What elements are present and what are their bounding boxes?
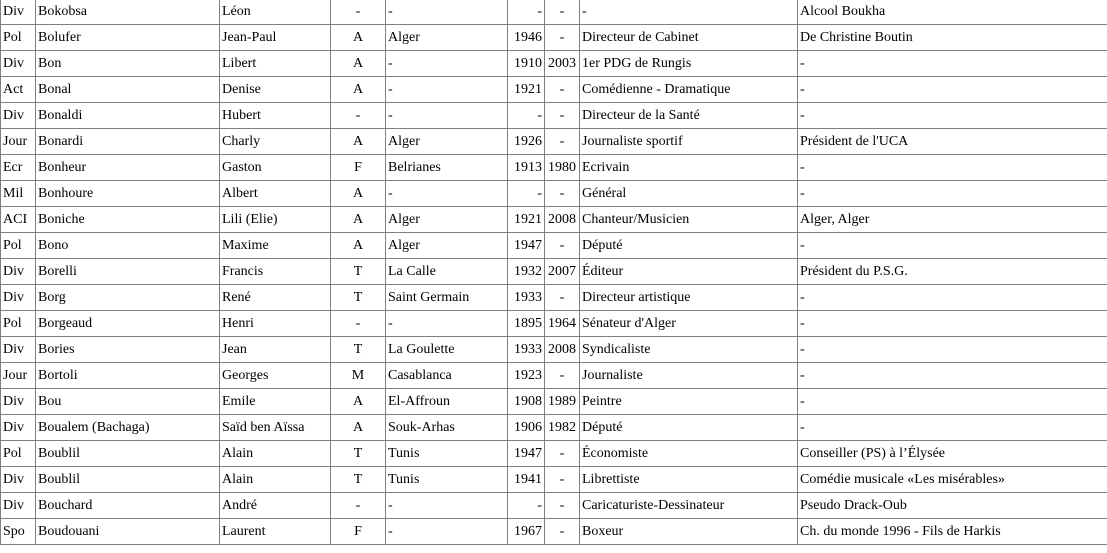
cell-origin-code: A (331, 389, 386, 415)
cell-birthplace: - (386, 181, 508, 207)
table-row (1, 207, 1107, 233)
table-row (1, 0, 1107, 25)
cell-first-name: René (220, 285, 331, 311)
cell-notes: Pseudo Drack-Oub (798, 493, 1107, 519)
cell-first-name: Hubert (220, 103, 331, 129)
cell-first-name: Alain (220, 467, 331, 493)
cell-death-year: - (545, 493, 580, 519)
cell-notes: - (798, 389, 1107, 415)
cell-origin-code: T (331, 337, 386, 363)
cell-death-year: 2008 (545, 337, 580, 363)
cell-birthplace: Alger (386, 129, 508, 155)
cell-death-year: 2008 (545, 207, 580, 233)
cell-profession: Ecrivain (580, 155, 798, 181)
cell-birth-year: 1967 (508, 519, 545, 545)
cell-death-year: 1980 (545, 155, 580, 181)
cell-first-name: Georges (220, 363, 331, 389)
cell-notes: - (798, 77, 1107, 103)
cell-death-year: - (545, 129, 580, 155)
cell-profession: Syndicaliste (580, 337, 798, 363)
cell-death-year: 2007 (545, 259, 580, 285)
cell-first-name: Léon (220, 0, 331, 25)
cell-birth-year: 1933 (508, 285, 545, 311)
cell-category: Jour (1, 129, 36, 155)
cell-category: Div (1, 389, 36, 415)
cell-profession: Directeur de Cabinet (580, 25, 798, 51)
cell-profession: Chanteur/Musicien (580, 207, 798, 233)
cell-last-name: Bonal (36, 77, 220, 103)
cell-notes: - (798, 233, 1107, 259)
cell-birth-year: 1921 (508, 207, 545, 233)
cell-last-name: Bonhoure (36, 181, 220, 207)
cell-origin-code: A (331, 207, 386, 233)
table-row (1, 493, 1107, 519)
cell-birth-year: 1932 (508, 259, 545, 285)
cell-profession: Éditeur (580, 259, 798, 285)
cell-first-name: Emile (220, 389, 331, 415)
cell-last-name: Boublil (36, 467, 220, 493)
cell-birth-year: 1947 (508, 233, 545, 259)
table-row (1, 311, 1107, 337)
cell-profession: Sénateur d'Alger (580, 311, 798, 337)
cell-death-year: 1982 (545, 415, 580, 441)
cell-last-name: Borelli (36, 259, 220, 285)
cell-notes: - (798, 285, 1107, 311)
table-row (1, 259, 1107, 285)
cell-notes: Ch. du monde 1996 - Fils de Harkis (798, 519, 1107, 545)
table-row (1, 103, 1107, 129)
cell-death-year: - (545, 285, 580, 311)
cell-birth-year: 1913 (508, 155, 545, 181)
cell-profession: Journaliste sportif (580, 129, 798, 155)
cell-birthplace: Tunis (386, 441, 508, 467)
cell-notes: De Christine Boutin (798, 25, 1107, 51)
cell-category: Div (1, 337, 36, 363)
cell-first-name: Maxime (220, 233, 331, 259)
cell-origin-code: - (331, 0, 386, 25)
cell-death-year: - (545, 467, 580, 493)
cell-birth-year: 1946 (508, 25, 545, 51)
cell-profession: Économiste (580, 441, 798, 467)
cell-birth-year: 1947 (508, 441, 545, 467)
cell-last-name: Bories (36, 337, 220, 363)
cell-birth-year: 1908 (508, 389, 545, 415)
cell-death-year: - (545, 181, 580, 207)
cell-category: Div (1, 467, 36, 493)
cell-notes: - (798, 311, 1107, 337)
cell-last-name: Bouchard (36, 493, 220, 519)
cell-profession: Boxeur (580, 519, 798, 545)
cell-birth-year: - (508, 0, 545, 25)
cell-category: Pol (1, 441, 36, 467)
cell-death-year: 1964 (545, 311, 580, 337)
cell-notes: Président de l'UCA (798, 129, 1107, 155)
cell-origin-code: A (331, 129, 386, 155)
cell-last-name: Bonheur (36, 155, 220, 181)
cell-last-name: Bortoli (36, 363, 220, 389)
cell-category: Pol (1, 233, 36, 259)
cell-death-year: - (545, 0, 580, 25)
cell-origin-code: A (331, 77, 386, 103)
cell-origin-code: A (331, 51, 386, 77)
cell-birthplace: Tunis (386, 467, 508, 493)
cell-birth-year: 1941 (508, 467, 545, 493)
cell-category: Pol (1, 25, 36, 51)
cell-origin-code: F (331, 519, 386, 545)
cell-category: ACI (1, 207, 36, 233)
table-row (1, 415, 1107, 441)
cell-category: Pol (1, 311, 36, 337)
cell-last-name: Borgeaud (36, 311, 220, 337)
cell-birthplace: - (386, 519, 508, 545)
cell-birthplace: - (386, 51, 508, 77)
cell-first-name: Lili (Elie) (220, 207, 331, 233)
cell-death-year: - (545, 77, 580, 103)
cell-first-name: André (220, 493, 331, 519)
cell-last-name: Bonaldi (36, 103, 220, 129)
cell-notes: Comédie musicale «Les misérables» (798, 467, 1107, 493)
cell-birthplace: Saint Germain (386, 285, 508, 311)
cell-notes: Conseiller (PS) à l’Élysée (798, 441, 1107, 467)
table-row (1, 389, 1107, 415)
cell-birth-year: 1923 (508, 363, 545, 389)
cell-notes: - (798, 363, 1107, 389)
table-row (1, 51, 1107, 77)
cell-notes: - (798, 337, 1107, 363)
cell-category: Div (1, 259, 36, 285)
cell-notes: Alger, Alger (798, 207, 1107, 233)
cell-origin-code: T (331, 285, 386, 311)
cell-origin-code: T (331, 441, 386, 467)
cell-death-year: - (545, 103, 580, 129)
table-row (1, 441, 1107, 467)
cell-notes: Alcool Boukha (798, 0, 1107, 25)
cell-death-year: - (545, 25, 580, 51)
cell-last-name: Bou (36, 389, 220, 415)
cell-birth-year: 1906 (508, 415, 545, 441)
cell-first-name: Saïd ben Aïssa (220, 415, 331, 441)
cell-birth-year: 1895 (508, 311, 545, 337)
cell-birth-year: - (508, 493, 545, 519)
cell-category: Mil (1, 181, 36, 207)
cell-birthplace: Alger (386, 207, 508, 233)
table-body (1, 0, 1107, 545)
cell-category: Ecr (1, 155, 36, 181)
cell-birth-year: 1926 (508, 129, 545, 155)
cell-notes: - (798, 415, 1107, 441)
cell-profession: Directeur artistique (580, 285, 798, 311)
cell-profession: Député (580, 233, 798, 259)
cell-last-name: Borg (36, 285, 220, 311)
cell-first-name: Albert (220, 181, 331, 207)
cell-category: Act (1, 77, 36, 103)
cell-first-name: Gaston (220, 155, 331, 181)
cell-notes: - (798, 155, 1107, 181)
cell-profession: 1er PDG de Rungis (580, 51, 798, 77)
cell-profession: Journaliste (580, 363, 798, 389)
cell-birthplace: Casablanca (386, 363, 508, 389)
cell-birthplace: Souk-Arhas (386, 415, 508, 441)
table-row (1, 467, 1107, 493)
cell-profession: Député (580, 415, 798, 441)
table-row (1, 25, 1107, 51)
cell-last-name: Bokobsa (36, 0, 220, 25)
cell-profession: Librettiste (580, 467, 798, 493)
cell-first-name: Libert (220, 51, 331, 77)
cell-first-name: Jean-Paul (220, 25, 331, 51)
cell-first-name: Laurent (220, 519, 331, 545)
cell-birthplace: El-Affroun (386, 389, 508, 415)
cell-last-name: Boniche (36, 207, 220, 233)
cell-profession: Général (580, 181, 798, 207)
cell-profession: Directeur de la Santé (580, 103, 798, 129)
cell-profession: Caricaturiste-Dessinateur (580, 493, 798, 519)
cell-origin-code: - (331, 493, 386, 519)
table-row (1, 77, 1107, 103)
cell-origin-code: A (331, 415, 386, 441)
cell-notes: - (798, 103, 1107, 129)
cell-first-name: Alain (220, 441, 331, 467)
table-row (1, 233, 1107, 259)
cell-birthplace: Alger (386, 25, 508, 51)
cell-origin-code: - (331, 103, 386, 129)
cell-last-name: Boualem (Bachaga) (36, 415, 220, 441)
cell-notes: - (798, 51, 1107, 77)
cell-first-name: Jean (220, 337, 331, 363)
cell-death-year: - (545, 363, 580, 389)
table-row (1, 181, 1107, 207)
cell-origin-code: F (331, 155, 386, 181)
table-row (1, 519, 1107, 545)
cell-death-year: - (545, 519, 580, 545)
cell-last-name: Bolufer (36, 25, 220, 51)
cell-origin-code: - (331, 311, 386, 337)
cell-last-name: Boublil (36, 441, 220, 467)
cell-first-name: Charly (220, 129, 331, 155)
cell-origin-code: A (331, 233, 386, 259)
cell-birthplace: La Goulette (386, 337, 508, 363)
cell-birthplace: Belrianes (386, 155, 508, 181)
cell-birth-year: - (508, 103, 545, 129)
cell-category: Div (1, 0, 36, 25)
cell-birthplace: - (386, 103, 508, 129)
cell-birth-year: 1933 (508, 337, 545, 363)
cell-notes: - (798, 181, 1107, 207)
table-row (1, 363, 1107, 389)
cell-death-year: - (545, 233, 580, 259)
table-row (1, 129, 1107, 155)
cell-birthplace: - (386, 493, 508, 519)
cell-first-name: Francis (220, 259, 331, 285)
cell-birthplace: - (386, 77, 508, 103)
cell-birthplace: - (386, 0, 508, 25)
cell-birthplace: Alger (386, 233, 508, 259)
cell-origin-code: M (331, 363, 386, 389)
cell-birth-year: - (508, 181, 545, 207)
cell-category: Spo (1, 519, 36, 545)
cell-death-year: 1989 (545, 389, 580, 415)
cell-origin-code: A (331, 25, 386, 51)
cell-birth-year: 1910 (508, 51, 545, 77)
cell-death-year: 2003 (545, 51, 580, 77)
cell-category: Div (1, 493, 36, 519)
cell-category: Div (1, 103, 36, 129)
cell-birthplace: La Calle (386, 259, 508, 285)
table-row (1, 337, 1107, 363)
cell-category: Jour (1, 363, 36, 389)
cell-profession: Comédienne - Dramatique (580, 77, 798, 103)
cell-origin-code: A (331, 181, 386, 207)
cell-first-name: Henri (220, 311, 331, 337)
cell-last-name: Bon (36, 51, 220, 77)
cell-profession: Peintre (580, 389, 798, 415)
cell-birth-year: 1921 (508, 77, 545, 103)
cell-notes: Président du P.S.G. (798, 259, 1107, 285)
cell-origin-code: T (331, 467, 386, 493)
cell-birthplace: - (386, 311, 508, 337)
table-row (1, 285, 1107, 311)
cell-last-name: Bonardi (36, 129, 220, 155)
cell-last-name: Bono (36, 233, 220, 259)
cell-profession: - (580, 0, 798, 25)
table-row (1, 155, 1107, 181)
cell-death-year: - (545, 441, 580, 467)
cell-category: Div (1, 415, 36, 441)
cell-category: Div (1, 285, 36, 311)
cell-last-name: Boudouani (36, 519, 220, 545)
cell-category: Div (1, 51, 36, 77)
cell-origin-code: T (331, 259, 386, 285)
cell-first-name: Denise (220, 77, 331, 103)
